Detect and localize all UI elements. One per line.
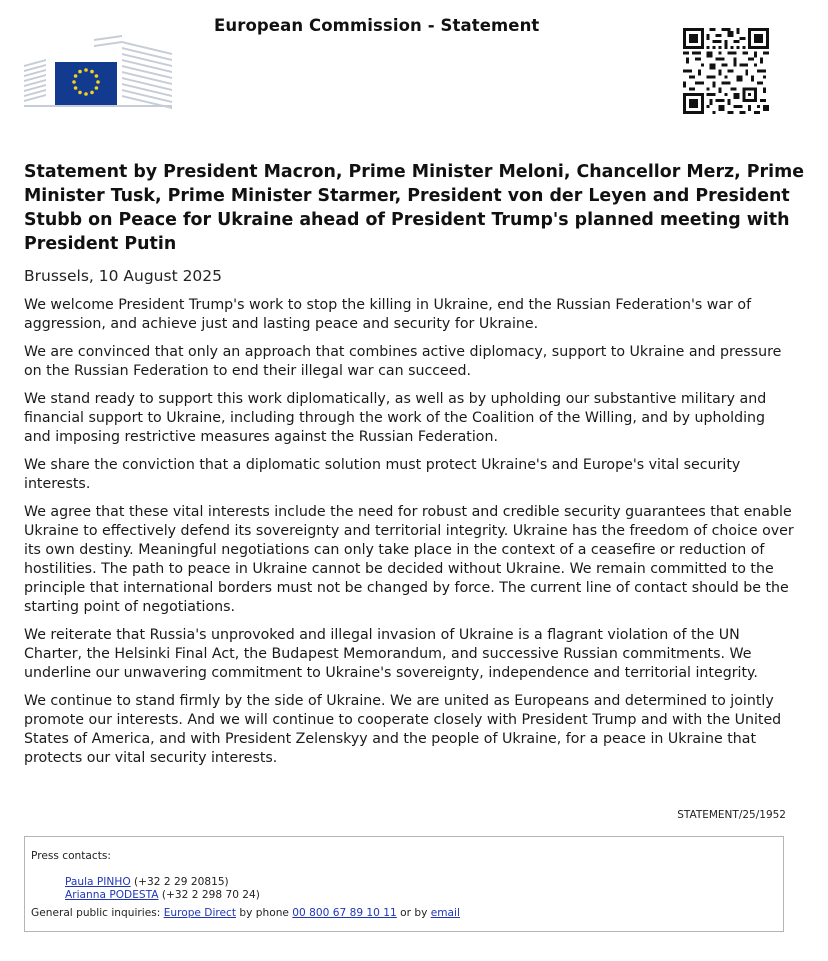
paragraph: We agree that these vital interests include the need for robust and credible security guarantees that enable Ukraine to effectively defend its sovereignty and territorial integrity. Ukraine has the freedom of choice over its own destiny. Meaningful negotiations can only take place in the context of a ceasefire or reduction of hostilities. The path to peace in Ukraine cannot be decided without Ukraine. We remain committed to the principle that international borders must not be changed by force. The current line of contact should be the starting point of negotiations.: [24, 504, 794, 615]
statement-reference: STATEMENT/25/1952: [677, 809, 786, 821]
paragraph: We are convinced that only an approach that combines active diplomacy, support to Ukraine and pressure on the Russian Federation to end their illegal war can succeed.: [24, 344, 782, 379]
or-by-text: or by: [400, 907, 428, 919]
email-link[interactable]: email: [430, 907, 460, 919]
statement-title: Statement by President Macron, Prime Minister Meloni, Chancellor Merz, Prime Minister Tusk, Prime Minister Starmer, President von der Leyen and President Stubb on Peace for Ukraine ahead of President Trump's planned meeting with President Putin: [24, 162, 805, 254]
paragraph: We stand ready to support this work diplomatically, as well as by upholding our substantive military and financial support to Ukraine, including through the work of the Coalition of the Willing, and by upholding and imposing restrictive measures against the Russian Federation.: [24, 391, 767, 445]
eu-commission-logo: [24, 35, 172, 111]
document-type-heading: European Commission - Statement: [214, 16, 540, 35]
contact-name-link[interactable]: Arianna PODESTA: [65, 889, 159, 901]
public-inquiries: [31, 907, 783, 920]
eu-commission-logo-icon: [24, 35, 172, 111]
phone-number-link[interactable]: 00 800 67 89 10 11: [292, 907, 397, 919]
contact-phone: (+32 2 29 20815): [134, 876, 229, 888]
by-phone-text: by phone: [239, 907, 289, 919]
europe-direct-link[interactable]: Europe Direct: [163, 907, 237, 919]
press-contacts-heading: Press contacts:: [31, 850, 111, 862]
press-contact: [65, 876, 783, 889]
inquiries-label: General public inquiries:: [31, 907, 161, 919]
contact-phone: (+32 2 298 70 24): [161, 889, 260, 901]
statement-body: [24, 296, 796, 777]
paragraph: We share the conviction that a diplomatic solution must protect Ukraine's and Europe's vital security interests.: [24, 457, 741, 492]
press-contact: [65, 889, 783, 902]
press-contacts-list: [65, 876, 783, 902]
press-contacts-box: [24, 836, 784, 932]
paragraph: We reiterate that Russia's unprovoked and illegal invasion of Ukraine is a flagrant violation of the UN Charter, the Helsinki Final Act, the Budapest Memorandum, and successive Russian commitments. We underline our unwavering commitment to Ukraine's sovereignty, independence and territorial integrity.: [24, 627, 758, 681]
paragraph: We continue to stand firmly by the side of Ukraine. We are united as Europeans and determined to jointly promote our interests. And we will continue to cooperate closely with President Trump and with the United States of America, and with President Zelenskyy and the people of Ukraine, for a peace in Ukraine that protects our vital security interests.: [24, 693, 782, 766]
qr-code-icon: [683, 28, 769, 114]
dateline: Brussels, 10 August 2025: [24, 267, 223, 285]
paragraph: We welcome President Trump's work to stop the killing in Ukraine, end the Russian Federation's war of aggression, and achieve just and lasting peace and security for Ukraine.: [24, 297, 752, 332]
qr-code: [683, 28, 769, 114]
contact-name-link[interactable]: Paula PINHO: [65, 876, 131, 888]
